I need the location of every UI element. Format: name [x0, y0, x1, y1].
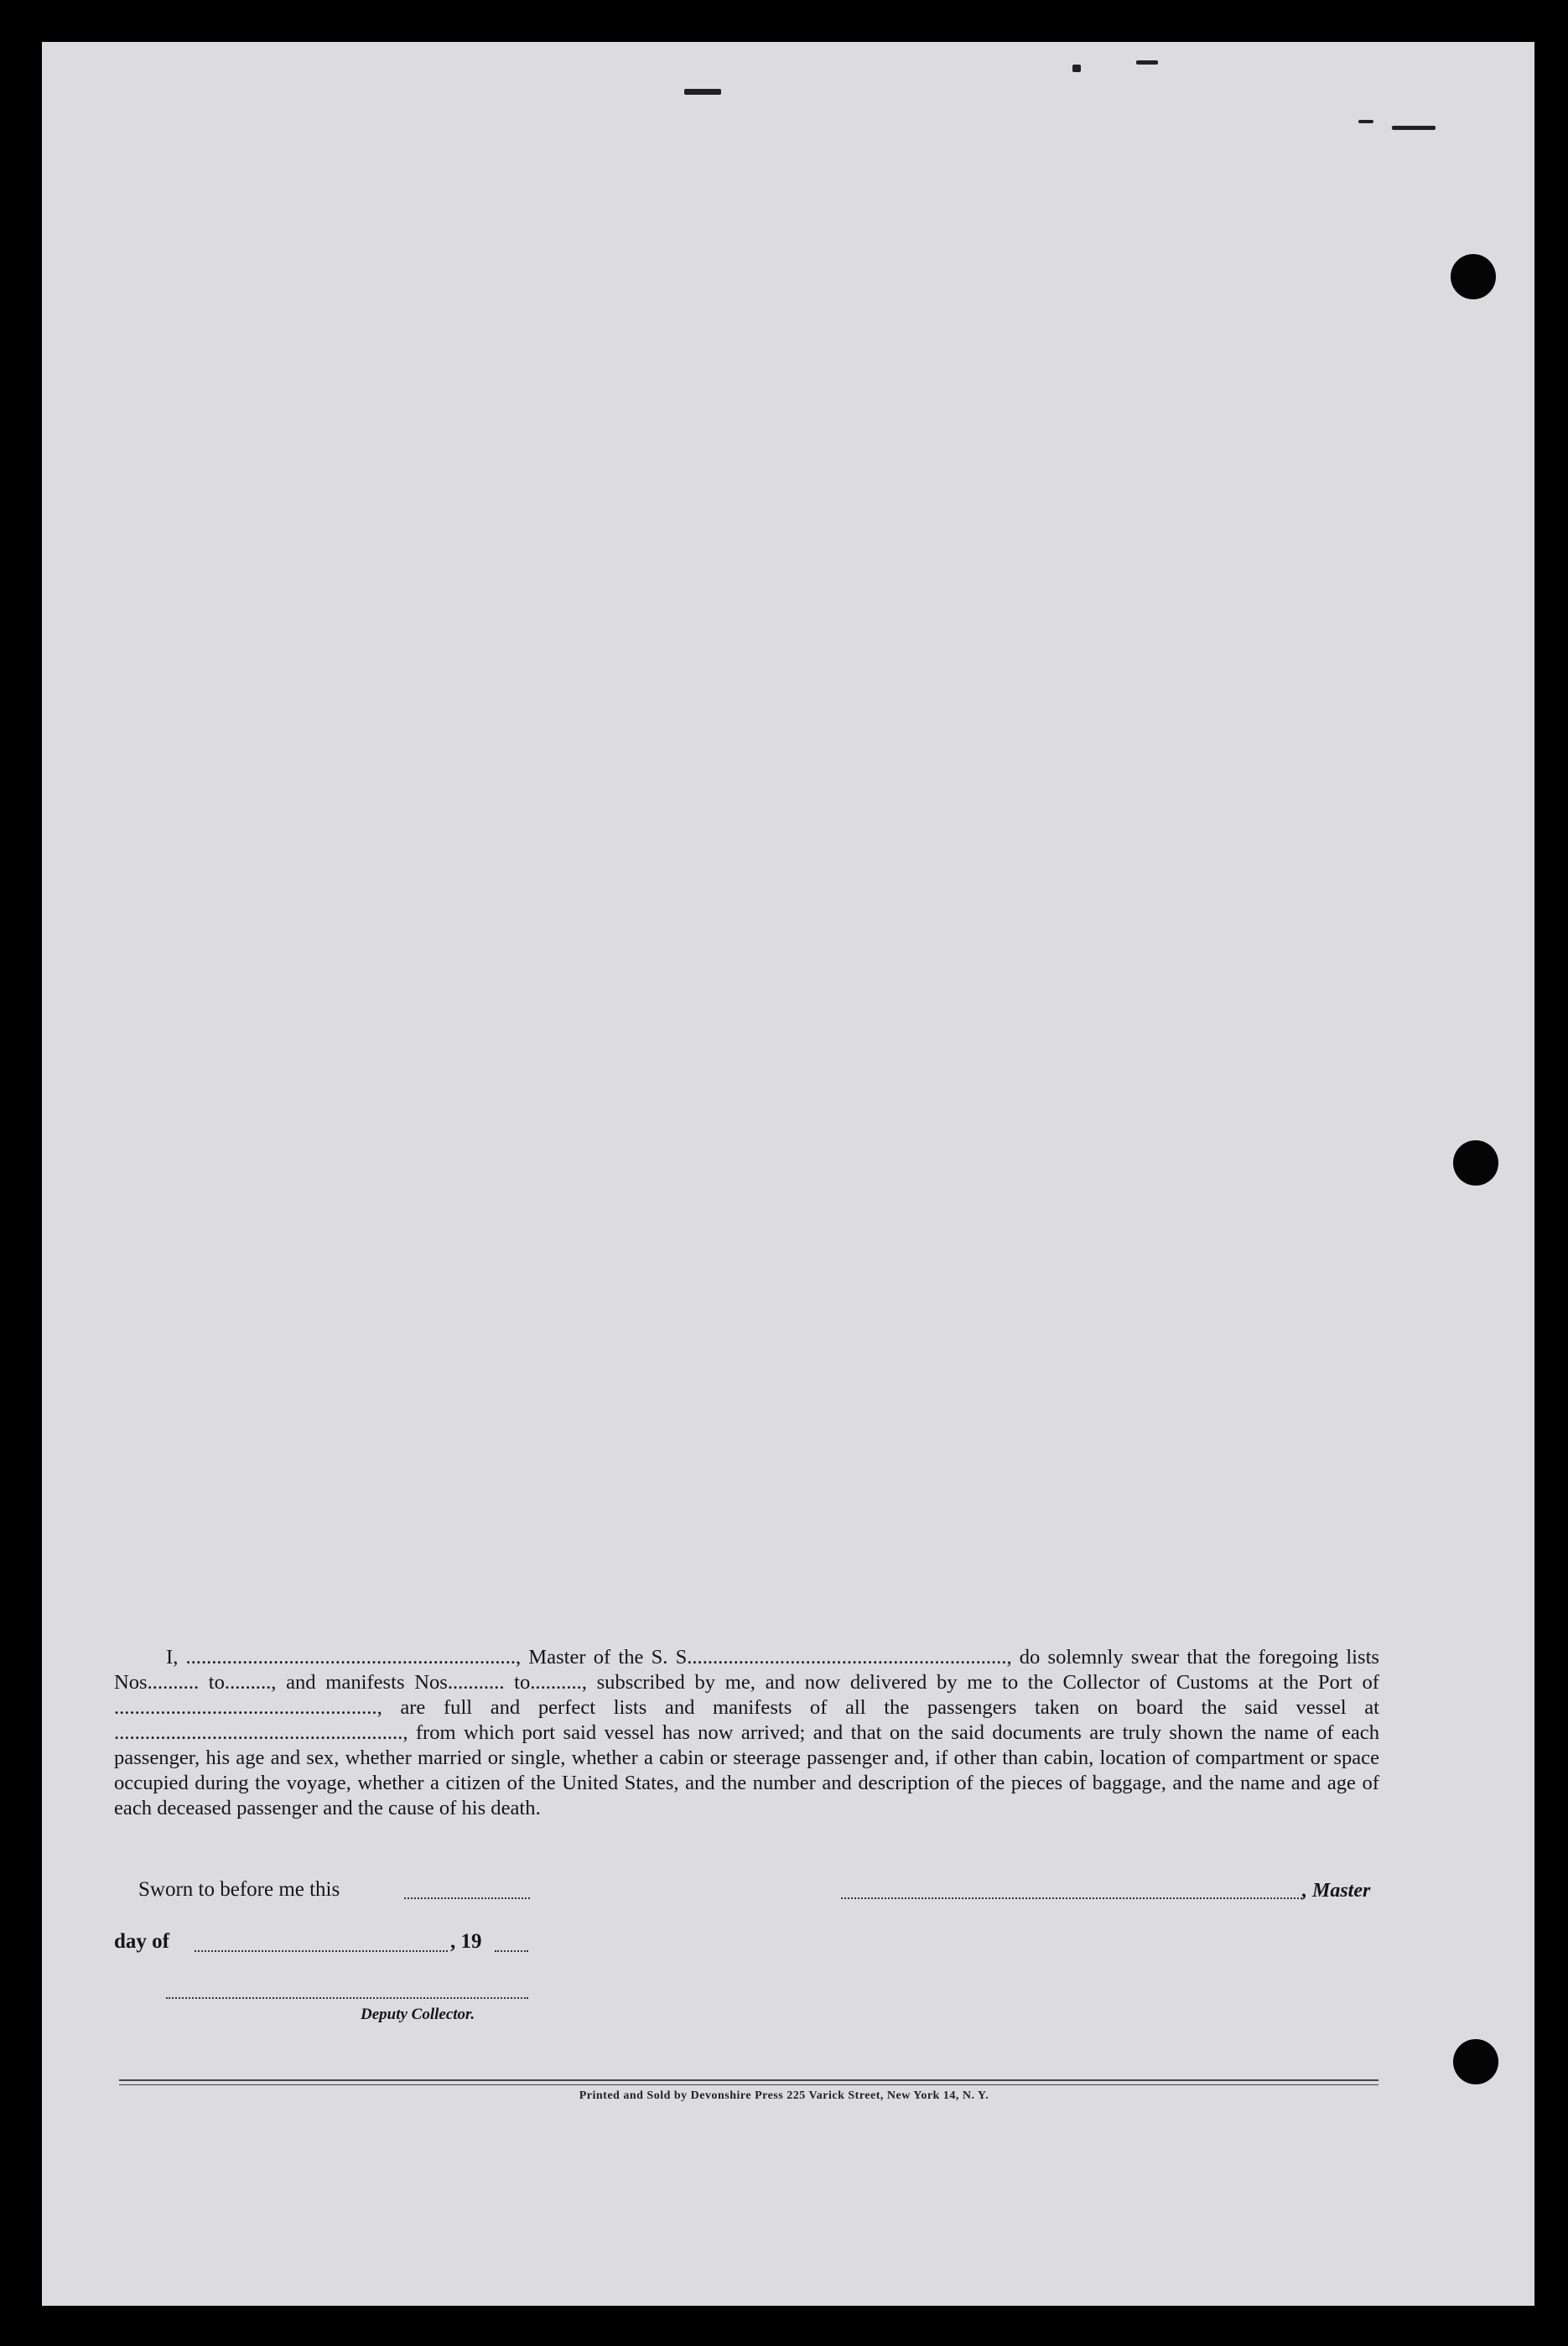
- day-of-label: day of: [114, 1930, 169, 1953]
- ink-mark: [1072, 65, 1081, 72]
- punch-hole-middle: [1453, 1140, 1498, 1186]
- footer-rule-upper: [119, 2079, 1378, 2081]
- document-page: [42, 42, 1534, 2306]
- punch-hole-bottom: [1453, 2039, 1498, 2084]
- deputy-signature-blank: [166, 1997, 528, 1999]
- master-label: , Master: [1302, 1880, 1371, 1902]
- master-signature-blank: [841, 1897, 1302, 1899]
- sworn-label: Sworn to before me this: [138, 1878, 340, 1901]
- footer-rule-lower: [119, 2084, 1378, 2085]
- day-of-blank: [195, 1950, 448, 1952]
- deputy-label: Deputy Collector.: [361, 2006, 475, 2023]
- ink-mark: [1358, 120, 1373, 123]
- printer-line: Printed and Sold by Devonshire Press 225 Varick Street, New York 14, N. Y.: [579, 2089, 989, 2102]
- oath-paragraph: [114, 1645, 1379, 1821]
- punch-hole-top: [1451, 254, 1496, 299]
- sworn-day-blank: [404, 1897, 530, 1899]
- ink-mark: [1136, 60, 1158, 65]
- ink-mark: [1392, 126, 1436, 130]
- year-label: , 19: [450, 1930, 482, 1953]
- oath-text: I, ................................................................, Master of the S. S.............................................................., do solemnly swear that the foregoing lists Nos.......... to........., and manifests Nos........... to.........., subscribed by me, and now delivered by me to the Collector of Customs at the Port of ..................................................., are full and perfect lists and manifests of all the passengers taken on board the said vessel at ........................................................, from which port said vessel has now arrived; and that on the said documents are truly shown the name of each passenger, his age and sex, whether married or single, whether a cabin or steerage passenger and, if other than cabin, location of compartment or space occupied during the voyage, whether a citizen of the United States, and the number and description of the pieces of baggage, and the name and age of each deceased passenger and the cause of his death.: [114, 1646, 1379, 1819]
- bleed-through-mark: [134, 369, 155, 409]
- year-blank: [495, 1950, 528, 1952]
- ink-mark: [684, 89, 721, 95]
